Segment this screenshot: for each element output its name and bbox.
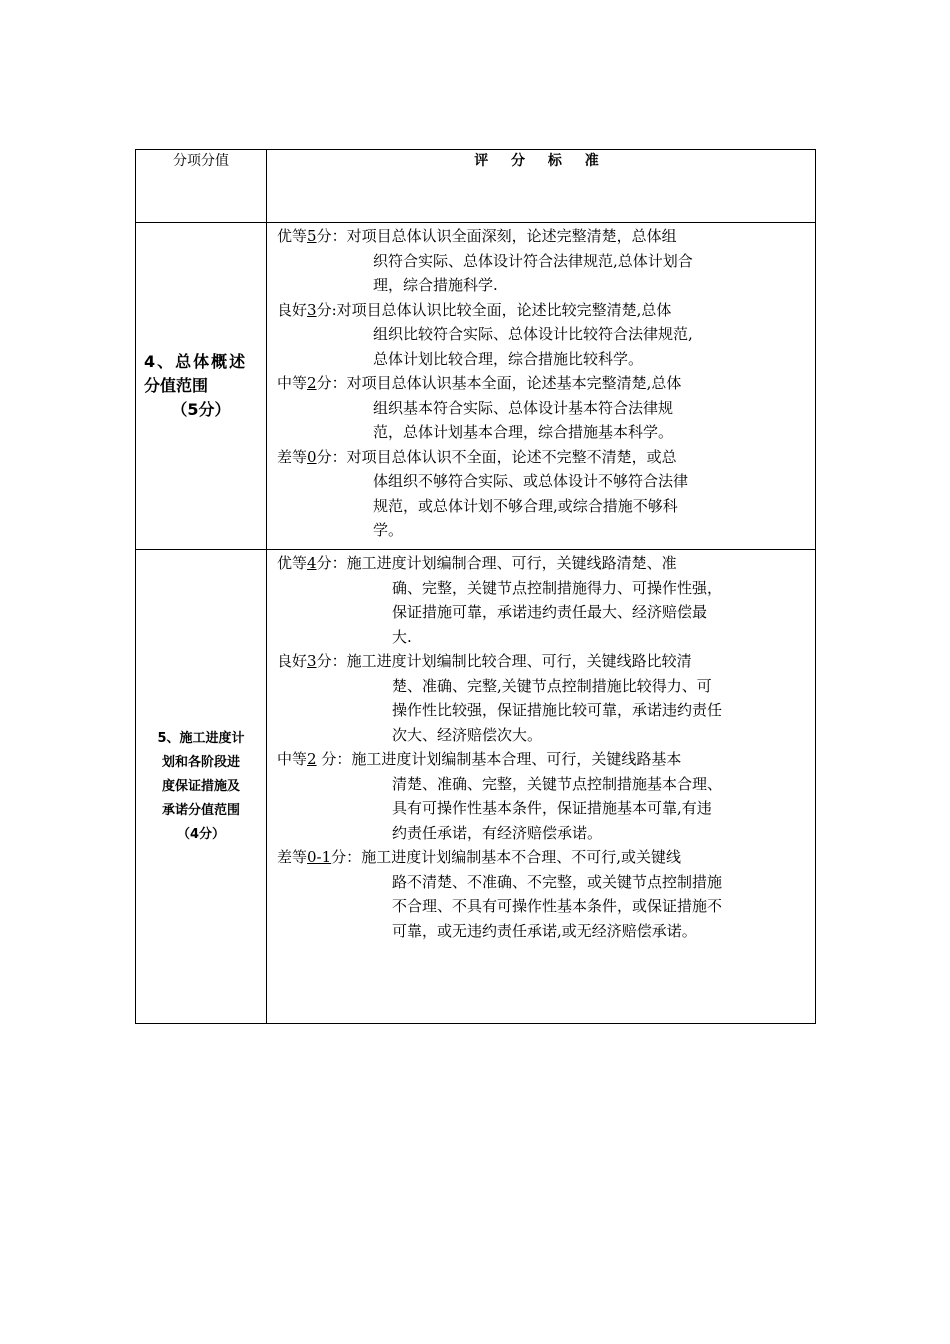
criterion-text: 织符合实际、总体设计符合法律规范,总体计划合 (373, 251, 693, 270)
section-4-label-line: 4、总体概述 (144, 352, 248, 371)
criterion-line (277, 796, 807, 821)
grade-score: 3 (307, 300, 317, 319)
criterion-item (277, 747, 807, 845)
section-5-criteria-list (277, 551, 807, 943)
criterion-item (277, 298, 807, 372)
criterion-line (277, 698, 807, 723)
criterion-line (277, 747, 807, 772)
criterion-line (277, 919, 807, 944)
grade-unit: 分: (316, 300, 337, 319)
section-4-criteria-list (277, 224, 807, 543)
criterion-text: 路不清楚、不准确、不完整，或关键节点控制措施 (392, 872, 723, 891)
criterion-text: 组织比较符合实际、总体设计比较符合法律规范, (373, 325, 693, 343)
section-4-label-line: （5分） (171, 400, 231, 419)
criterion-line (277, 420, 807, 445)
grade-score: 2 (307, 374, 317, 392)
criterion-text: 保证措施可靠，承诺违约责任最大、经济赔偿最 (392, 603, 708, 621)
criterion-line (277, 322, 807, 347)
criterion-line (277, 469, 807, 494)
criterion-text: 次大、经济赔偿次大。 (392, 725, 543, 744)
header-item-score: 分项分值 (136, 150, 267, 223)
criterion-item (277, 445, 807, 543)
criterion-text: 总体计划比较合理，综合措施比较科学。 (373, 349, 644, 368)
criterion-line (277, 845, 807, 870)
grade-label: 良好 (277, 652, 308, 670)
grade-label: 优等 (277, 554, 308, 572)
criterion-line (277, 494, 807, 519)
criterion-item (277, 551, 807, 649)
grade-label: 差等 (277, 848, 308, 866)
criterion-line (277, 371, 807, 396)
criterion-text: 学。 (373, 521, 404, 539)
criterion-grade (277, 374, 347, 392)
scoring-table (135, 149, 816, 1024)
section-5-label-line: （4分） (176, 826, 226, 842)
grade-score: 4 (307, 554, 317, 572)
criterion-text: 确、完整，关键节点控制措施得力、可操作性强， (392, 578, 723, 597)
criterion-line (277, 723, 807, 748)
criterion-grade (277, 652, 347, 670)
criterion-text: 大. (392, 627, 412, 646)
criterion-item (277, 845, 807, 943)
criterion-line (277, 600, 807, 625)
criterion-item (277, 371, 807, 445)
criterion-text: 体组织不够符合实际、或总体设计不够符合法律 (373, 472, 689, 490)
header-criteria: 评 分 标 准 (267, 150, 816, 223)
criterion-text: 理，综合措施科学. (373, 276, 498, 294)
criterion-text: 规范，或总体计划不够合理,或综合措施不够科 (373, 496, 678, 515)
grade-unit: 分： (316, 227, 347, 245)
criterion-line (277, 576, 807, 601)
criterion-line (277, 249, 807, 274)
criterion-text: 清楚、准确、完整，关键节点控制措施基本合理、 (392, 774, 723, 793)
criterion-text: 施工进度计划编制基本合理、可行，关键线路基本 (351, 750, 682, 768)
criterion-line (277, 273, 807, 298)
grade-score: 5 (307, 227, 317, 245)
grade-score: 2 (307, 750, 317, 768)
table-header-row (136, 150, 816, 223)
criterion-text: 操作性比较强，保证措施比较可靠，承诺违约责任 (392, 701, 723, 719)
criterion-grade (277, 301, 337, 319)
grade-score: 3 (307, 652, 317, 670)
grade-unit: 分： (331, 848, 362, 866)
criterion-line (277, 894, 807, 919)
grade-label: 中等 (277, 374, 308, 392)
criterion-line (277, 396, 807, 421)
criterion-grade (277, 848, 361, 866)
criterion-line (277, 772, 807, 797)
table-row-section-4 (136, 223, 816, 550)
section-5-label-line: 5、施工进度计 (157, 730, 245, 746)
section-4-label (136, 223, 267, 550)
grade-label: 良好 (277, 300, 308, 319)
criterion-line (277, 625, 807, 650)
grade-unit: 分： (316, 447, 347, 466)
criterion-line (277, 347, 807, 372)
grade-unit: 分： (316, 652, 347, 670)
section-4-label-line: 分值范围 (144, 376, 209, 395)
criterion-text: 具有可操作性基本条件，保证措施基本可靠,有违 (392, 799, 712, 817)
criterion-text: 不合理、不具有可操作性基本条件，或保证措施不 (392, 897, 723, 915)
grade-unit: 分： (316, 554, 347, 572)
section-5-label-line: 承诺分值范围 (161, 802, 240, 818)
section-5-criteria (267, 550, 816, 1024)
criterion-item (277, 649, 807, 747)
criterion-line (277, 298, 807, 323)
section-5-label (136, 550, 267, 1024)
section-5-label-line: 划和各阶段进 (161, 754, 240, 770)
criterion-text: 对项目总体认识不全面，论述不完整不清楚，或总 (346, 447, 677, 466)
criterion-text: 对项目总体认识全面深刻，论述完整清楚，总体组 (346, 227, 677, 245)
criterion-text: 施工进度计划编制基本不合理、不可行,或关键线 (361, 848, 681, 866)
criterion-line (277, 649, 807, 674)
criterion-grade (277, 750, 351, 768)
criterion-line (277, 870, 807, 895)
grade-unit: 分： (316, 374, 347, 392)
criterion-line (277, 821, 807, 846)
grade-label: 优等 (277, 227, 308, 245)
criterion-grade (277, 227, 347, 245)
grade-score: 0 (307, 447, 317, 466)
table-row-section-5 (136, 550, 816, 1024)
section-4-criteria (267, 223, 816, 550)
grade-score: 0-1 (307, 848, 332, 866)
criterion-text: 施工进度计划编制比较合理、可行，关键线路比较清 (346, 652, 692, 670)
criterion-grade (277, 448, 347, 466)
criterion-text: 楚、准确、完整,关键节点控制措施比较得力、可 (392, 676, 712, 695)
grade-label: 中等 (277, 750, 308, 768)
criterion-text: 组织基本符合实际、总体设计基本符合法律规 (373, 398, 674, 417)
criterion-text: 可靠，或无违约责任承诺,或无经济赔偿承诺。 (392, 921, 697, 940)
criterion-line (277, 518, 807, 543)
criterion-line (277, 674, 807, 699)
criterion-item (277, 224, 807, 298)
criterion-line (277, 445, 807, 470)
grade-unit: 分： (316, 750, 352, 768)
criterion-text: 施工进度计划编制合理、可行，关键线路清楚、准 (346, 554, 677, 572)
criterion-text: 约责任承诺，有经济赔偿承诺。 (392, 823, 603, 842)
grade-label: 差等 (277, 447, 308, 466)
criterion-text: 范，总体计划基本合理，综合措施基本科学。 (373, 423, 674, 441)
criterion-grade (277, 554, 347, 572)
criterion-line (277, 224, 807, 249)
criterion-text: 对项目总体认识比较全面，论述比较完整清楚,总体 (336, 300, 672, 319)
criterion-line (277, 551, 807, 576)
criterion-text: 对项目总体认识基本全面，论述基本完整清楚,总体 (346, 374, 682, 392)
section-5-label-line: 度保证措施及 (161, 778, 240, 794)
